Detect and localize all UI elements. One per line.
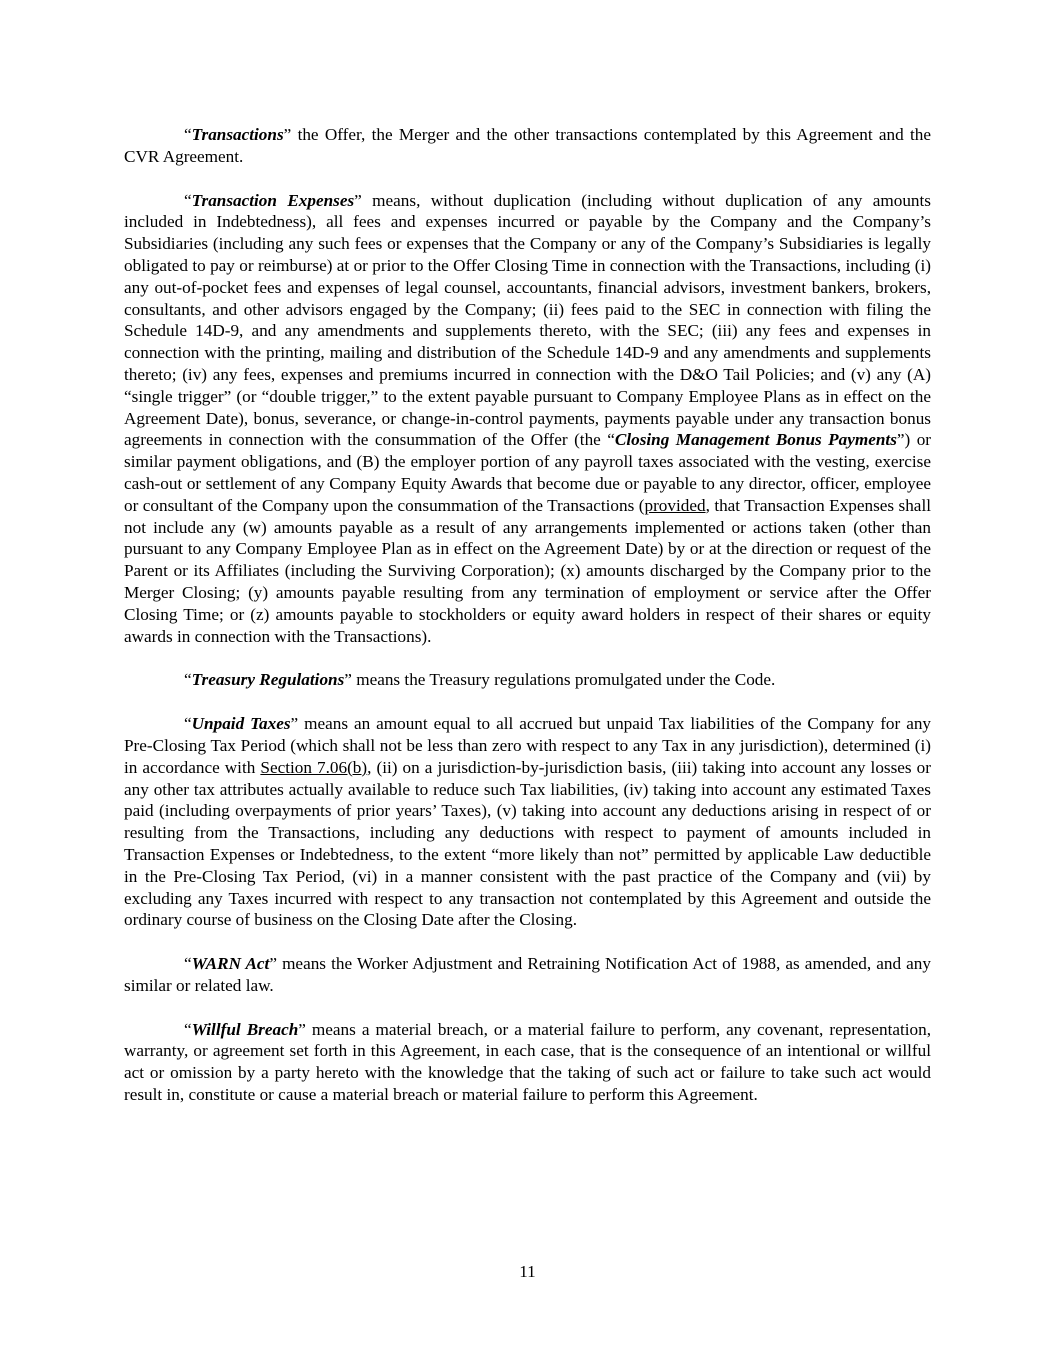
definition-text: ” means, without duplication (including without duplication of any amounts included in Indebtedness), all fees and expenses incurred or payable by the Company and the Company’s Subsidiaries (including any such fees or expenses that the Company or any of the Company’s Subsidiaries is legally obligated to pay or reimburse) at or prior to the Offer Closing Time in connection with the Transactions, including (i) any out-of-pocket fees and expenses of legal counsel, accountants, financial advisors, investment bankers, brokers, consultants, and other advisors engaged by the Company; (ii) fees paid to the SEC in connection with filing the Schedule 14D-9, and any amendments and supplements thereto, with the SEC; (iii) any fees and expenses in connection with the printing, mailing and distribution of the Schedule 14D-9 and any amendments and supplements thereto; (iv) any fees, expenses and premiums incurred in connection with the D&O Tail Policies; and (v) any (A) “single trigger” (or “double trigger,” to the extent payable pursuant to Company Employee Plans as in effect on the Agreement Date), bonus, severance, or change-in-control payments, payments payable under any transaction bonus agreements in connection with the consummation of the Offer (the “ <box>124 190 931 450</box>
open-quote: “ <box>184 670 192 690</box>
definition-warn-act <box>124 953 931 997</box>
open-quote: “ <box>184 190 192 210</box>
definition-transaction-expenses <box>124 190 931 648</box>
section-reference-link: Section 7.06(b) <box>260 757 368 777</box>
definition-text: ” means the Worker Adjustment and Retraining Notification Act of 1988, as amended, and any similar or related law. <box>124 954 931 995</box>
definition-text: ” means the Treasury regulations promulgated under the Code. <box>344 670 776 690</box>
underlined-text: provided <box>644 495 706 515</box>
definition-unpaid-taxes <box>124 713 931 931</box>
definition-text: , that Transaction Expenses shall not include any (w) amounts payable as a result of any arrangements implemented or actions taken (other than pursuant to any Company Employee Plan as in effect on the Agreement Date) by or at the direction or request of the Parent or its Affiliates (including the Surviving Corporation); (x) amounts discharged by the Company prior to the Merger Closing; (y) amounts payable resulting from any termination of employment or service after the Offer Closing Time; or (z) amounts payable to stockholders or equity award holders in respect of their shares or equity awards in connection with the Transactions). <box>124 495 931 646</box>
definition-text: ”) or similar payment obligations, and (B) the employer portion of any payroll taxes associated with the vesting, exercise cash-out or settlement of any Company Equity Awards that become due or payable to any director, officer, employee or consultant of the Company upon the consummation of the Transactions ( <box>124 430 932 515</box>
definition-text: ” the Offer, the Merger and the other transactions contemplated by this Agreement and the CVR Agreement. <box>124 125 931 166</box>
definition-transactions <box>124 124 931 168</box>
open-quote: “ <box>184 714 192 734</box>
definition-text: ” means an amount equal to all accrued but unpaid Tax liabilities of the Company for any Pre-Closing Tax Period (which shall not be less than zero with respect to any Tax in any jurisdiction), determined (i) in accordance with <box>124 714 932 777</box>
definition-treasury-regulations <box>124 669 931 691</box>
open-quote: “ <box>184 1019 192 1039</box>
document-body <box>124 124 931 1128</box>
defined-term: Treasury Regulations <box>191 670 345 690</box>
definition-willful-breach <box>124 1019 931 1106</box>
defined-term: Closing Management Bonus Payments <box>614 430 897 450</box>
definition-text: ” means a material breach, or a material failure to perform, any covenant, representation, warranty, or agreement set forth in this Agreement, in each case, that is the consequence of an intentional or willful act or omission by a party hereto with the knowledge that the taking of such act or failure to take such act would result in, constitute or cause a material breach or material failure to perform this Agreement. <box>124 1019 932 1105</box>
defined-term: Willful Breach <box>191 1019 299 1039</box>
defined-term: Unpaid Taxes <box>191 714 291 734</box>
open-quote: “ <box>184 125 192 144</box>
page-number: 11 <box>519 1262 536 1281</box>
definition-text: , (ii) on a jurisdiction-by-jurisdiction basis, (iii) taking into account any losses or any other tax attributes actually available to reduce such Tax liabilities, (iv) taking into account any estimated Taxes paid (including overpayments of prior years’ Taxes), (v) taking into account any deductions arising in respect of or resulting from the Transactions, including any deductions with respect to payment of amounts included in Transaction Expenses or Indebtedness, to the extent “more likely than not” permitted by applicable Law deductible in the Pre-Closing Tax Period, (vi) in a manner consistent with the past practice of the Company and (vii) by excluding any Taxes incurred with respect to any transaction not contemplated by this Agreement and outside the ordinary course of business on the Closing Date after the Closing. <box>124 757 931 930</box>
defined-term: Transactions <box>191 125 284 144</box>
defined-term: WARN Act <box>191 954 270 974</box>
defined-term: Transaction Expenses <box>191 190 355 210</box>
open-quote: “ <box>184 954 192 974</box>
